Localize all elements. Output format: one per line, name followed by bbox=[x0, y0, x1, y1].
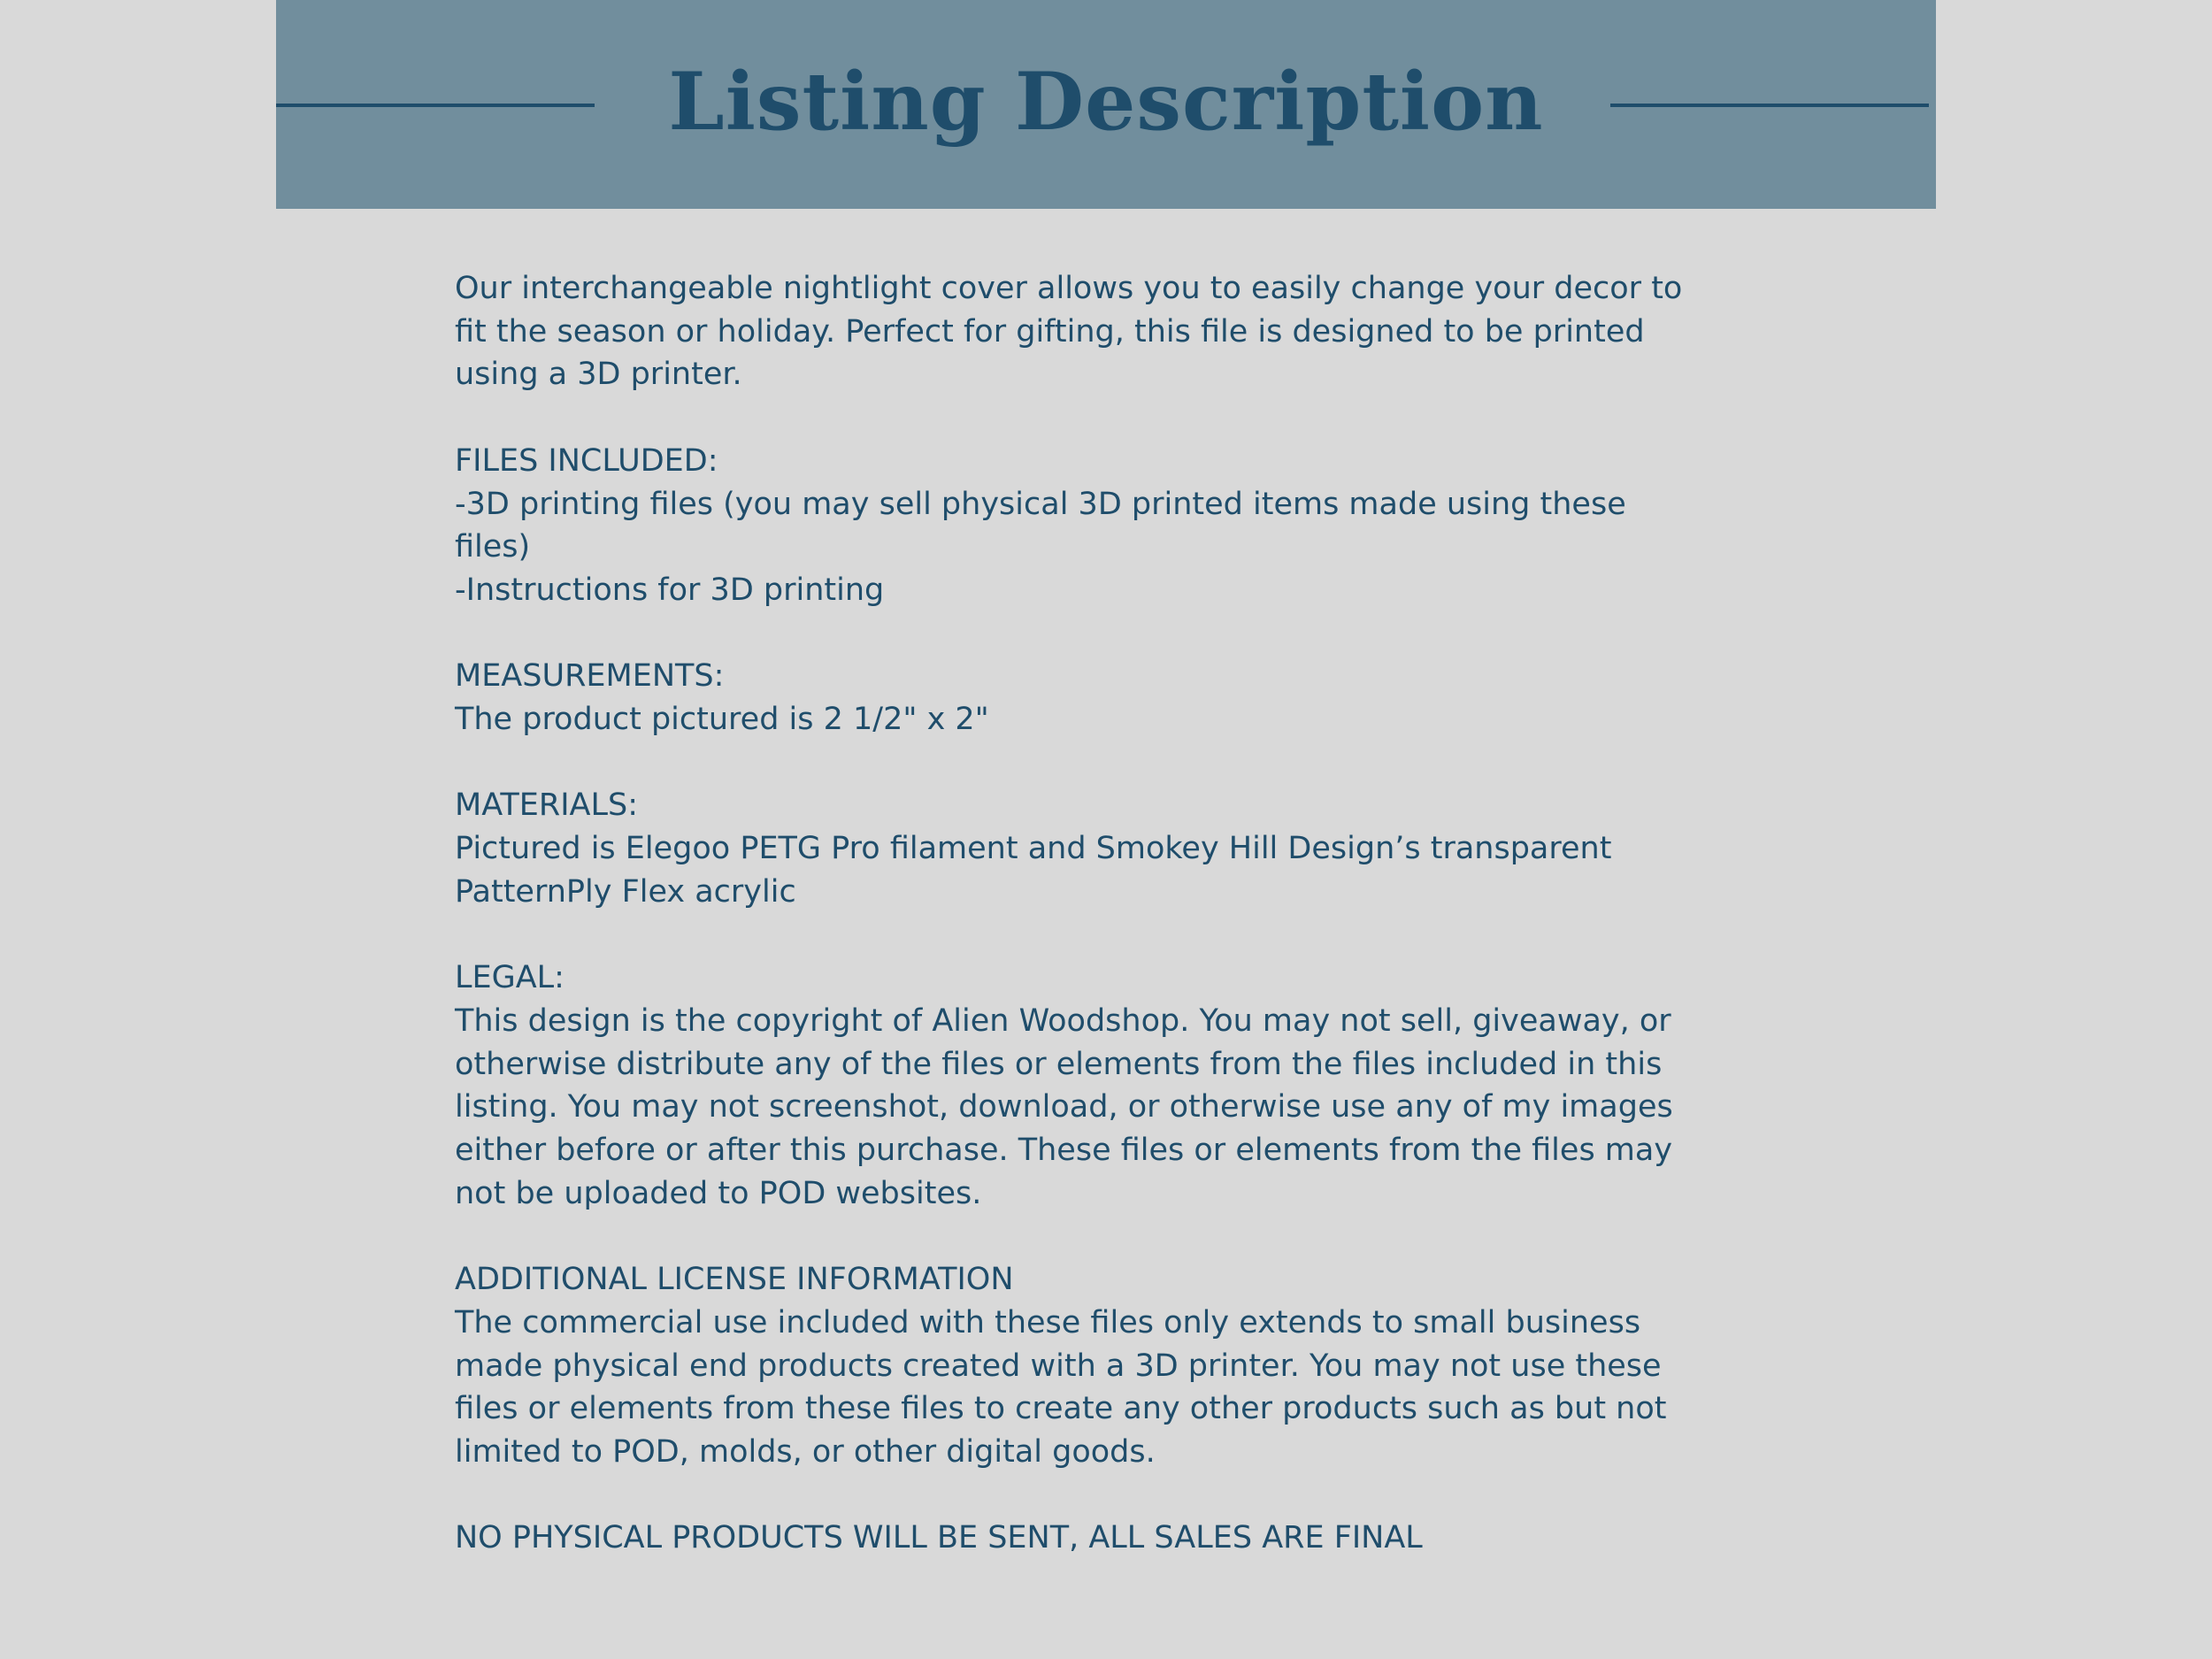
measurements-section bbox=[455, 655, 1782, 741]
section-line: made physical end products created with a 3D printer. You may not use these bbox=[455, 1348, 1662, 1384]
section-heading: LEGAL: bbox=[455, 960, 565, 996]
section-heading: FILES INCLUDED: bbox=[455, 442, 718, 479]
section-line: The commercial use included with these files only extends to small business bbox=[455, 1304, 1641, 1340]
license-section bbox=[455, 1258, 1782, 1474]
section-line: files) bbox=[455, 529, 531, 565]
final-notice-text: NO PHYSICAL PRODUCTS WILL BE SENT, ALL SALES ARE FINAL bbox=[455, 1520, 1423, 1556]
section-line: The product pictured is 2 1/2" x 2" bbox=[455, 702, 989, 737]
section-line: -Instructions for 3D printing bbox=[455, 572, 885, 608]
listing-description-body bbox=[455, 267, 1782, 1560]
files-included-section bbox=[455, 440, 1782, 612]
section-line: either before or after this purchase. These files or elements from the files may bbox=[455, 1133, 1673, 1168]
intro-line: Our interchangeable nightlight cover allows you to easily change your decor to bbox=[455, 271, 1683, 306]
page-title: Listing Description bbox=[668, 55, 1544, 149]
section-line: otherwise distribute any of the files or elements from the files included in this bbox=[455, 1046, 1663, 1082]
materials-section bbox=[455, 784, 1782, 913]
section-line: PatternPly Flex acrylic bbox=[455, 873, 796, 910]
section-heading: ADDITIONAL LICENSE INFORMATION bbox=[455, 1262, 1014, 1298]
intro-paragraph bbox=[455, 267, 1782, 396]
section-line: not be uploaded to POD websites. bbox=[455, 1175, 982, 1211]
section-heading: MATERIALS: bbox=[455, 787, 639, 824]
section-line: This design is the copyright of Alien Woodshop. You may not sell, giveaway, or bbox=[455, 1002, 1671, 1039]
intro-line: using a 3D printer. bbox=[455, 357, 742, 393]
section-line: files or elements from these files to create any other products such as but not bbox=[455, 1391, 1667, 1427]
intro-line: fit the season or holiday. Perfect for gifting, this file is designed to be printed bbox=[455, 313, 1645, 349]
final-notice bbox=[455, 1517, 1782, 1560]
section-line: Pictured is Elegoo PETG Pro filament and Smokey Hill Design’s transparent bbox=[455, 831, 1612, 867]
legal-section bbox=[455, 956, 1782, 1215]
section-line: -3D printing files (you may sell physical 3D printed items made using these bbox=[455, 486, 1626, 522]
section-line: limited to POD, molds, or other digital goods. bbox=[455, 1433, 1156, 1470]
section-line: listing. You may not screenshot, download, or otherwise use any of my images bbox=[455, 1089, 1673, 1125]
section-heading: MEASUREMENTS: bbox=[455, 658, 725, 695]
